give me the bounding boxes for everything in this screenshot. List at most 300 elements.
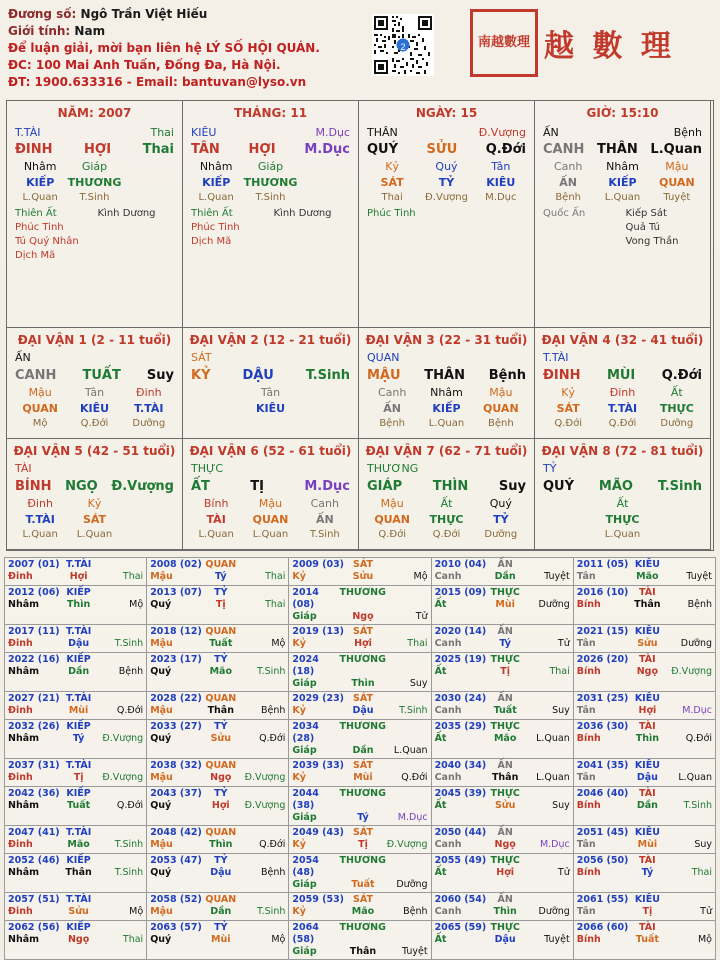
year-label: 2050 (44) xyxy=(434,827,487,838)
year-stem: Tân xyxy=(576,906,596,917)
cell-text: Quý xyxy=(489,497,512,510)
year-cell[interactable] xyxy=(289,787,431,826)
cell-text: Bệnh xyxy=(379,418,406,429)
year-label: 2035 (29) xyxy=(434,721,487,732)
year-cell[interactable] xyxy=(147,854,289,893)
year-cell[interactable] xyxy=(431,854,573,893)
year-cell[interactable] xyxy=(147,586,289,625)
cell-text: M.Dục xyxy=(304,142,350,157)
year-stage: L.Quan xyxy=(536,772,570,783)
dai-van-stem-branch xyxy=(359,479,534,494)
cell-text: Mậu xyxy=(380,497,404,510)
year-cell[interactable] xyxy=(289,653,431,692)
star-item: Thiên Ất xyxy=(191,208,233,219)
cell-text: THƯƠNG xyxy=(243,176,298,189)
year-branch: Tý xyxy=(357,812,369,823)
year-god: THƯƠNG xyxy=(339,788,386,799)
year-branch: Mùi xyxy=(353,772,373,783)
table-row xyxy=(5,826,716,854)
year-stage: Đ.Vượng xyxy=(671,666,712,677)
pillar-hidden-stems xyxy=(359,160,534,173)
year-label: 2055 (49) xyxy=(434,855,487,866)
year-label: 2015 (09) xyxy=(434,587,487,598)
year-god: THƯƠNG xyxy=(339,922,386,933)
cell-text: KIẾP xyxy=(608,176,637,189)
year-god: ẤN xyxy=(497,827,513,838)
cell-text: Canh xyxy=(553,160,583,173)
client-name-value: Ngô Trần Việt Hiếu xyxy=(80,7,208,21)
year-cell[interactable] xyxy=(5,653,147,692)
year-cell[interactable] xyxy=(147,826,289,854)
year-cell[interactable] xyxy=(289,625,431,653)
year-cell[interactable] xyxy=(147,893,289,921)
dai-van-stem-branch xyxy=(183,368,358,383)
year-stem: Kỷ xyxy=(292,772,306,783)
year-god: TỶ xyxy=(214,922,228,933)
year-cell[interactable] xyxy=(431,692,573,720)
year-god: THỰC xyxy=(490,855,520,866)
year-stage: Thai xyxy=(265,599,286,610)
dai-van-cell-7[interactable] xyxy=(534,438,711,550)
cell-text: Giáp xyxy=(81,160,108,173)
cell-text: TỶ xyxy=(543,462,557,475)
cell-text: Kỷ xyxy=(561,386,576,399)
year-cell[interactable] xyxy=(147,692,289,720)
four-pillars-row xyxy=(7,101,713,328)
year-stage: Dưỡng xyxy=(538,906,570,917)
brand-logo xyxy=(470,8,675,78)
table-row xyxy=(5,720,716,759)
year-cell[interactable] xyxy=(431,653,573,692)
table-row xyxy=(5,653,716,692)
cell-text: TỶ xyxy=(438,176,455,189)
year-cell[interactable] xyxy=(431,558,573,586)
year-branch: Mùi xyxy=(637,839,658,850)
year-stage: Suy xyxy=(694,839,712,850)
cell-text: Mộ xyxy=(32,418,48,429)
year-branch: Tuất xyxy=(209,638,233,649)
year-cell[interactable] xyxy=(431,893,573,921)
cell-text: T.Sinh xyxy=(309,529,340,540)
year-branch: Sửu xyxy=(210,733,231,744)
dai-van-title: ĐẠI VẬN 1 (2 - 11 tuổi) xyxy=(17,333,172,347)
year-label: 2061 (55) xyxy=(576,894,629,905)
star-item: Phúc Tinh xyxy=(367,208,416,219)
year-branch: Sửu xyxy=(494,800,516,811)
cell-text: Ất xyxy=(670,386,683,399)
year-label: 2048 (42) xyxy=(150,827,202,838)
cell-text: KỶ xyxy=(191,368,211,383)
year-god: KIẾP xyxy=(66,788,91,799)
year-cell[interactable] xyxy=(289,586,431,625)
cell-text: Giáp xyxy=(257,160,284,173)
year-branch: Sửu xyxy=(352,571,374,582)
year-branch: Tuất xyxy=(635,934,659,945)
cell-text: QUAN xyxy=(374,513,410,526)
year-stem: Mậu xyxy=(150,705,173,716)
cell-text: Kỷ xyxy=(385,160,400,173)
cell-text: M.Dục xyxy=(304,479,350,494)
cell-text: Mậu xyxy=(665,160,689,173)
dai-van-top-god xyxy=(183,462,358,475)
year-cell[interactable] xyxy=(573,854,715,893)
cell-text: Nhâm xyxy=(606,160,639,173)
year-cell[interactable] xyxy=(431,826,573,854)
year-label: 2058 (52) xyxy=(150,894,202,905)
year-cell[interactable] xyxy=(5,720,147,759)
cell-text: T.Sinh xyxy=(305,368,350,383)
year-cell[interactable] xyxy=(147,653,289,692)
cell-text: Ất xyxy=(616,497,629,510)
dai-van-cell-0[interactable] xyxy=(6,327,183,439)
dai-van-stage xyxy=(535,529,710,540)
cell-text: KIÊU xyxy=(255,402,286,415)
year-god: SÁT xyxy=(353,894,373,905)
cell-text: MÙI xyxy=(606,368,636,383)
year-branch: Thân xyxy=(491,772,519,783)
year-cell[interactable] xyxy=(573,826,715,854)
year-stem: Bính xyxy=(576,733,601,744)
year-label: 2012 (06) xyxy=(8,587,60,598)
year-label: 2053 (47) xyxy=(150,855,202,866)
year-branch: Ngọ xyxy=(494,839,516,850)
year-stem: Ất xyxy=(434,867,447,878)
cell-text: THỰC xyxy=(605,513,640,526)
year-cell[interactable] xyxy=(147,720,289,759)
year-cell[interactable] xyxy=(573,720,715,759)
seal-icon: 南越數理 xyxy=(470,9,538,77)
cell-text: T.Sinh xyxy=(255,192,286,203)
pillar-cell-1[interactable] xyxy=(182,100,359,328)
year-cell[interactable] xyxy=(289,558,431,586)
pillar-cell-0[interactable] xyxy=(6,100,183,328)
year-god: T.TÀI xyxy=(65,559,92,570)
year-cell[interactable] xyxy=(147,625,289,653)
year-god: TỶ xyxy=(214,721,228,732)
year-cell[interactable] xyxy=(5,854,147,893)
pillar-hidden-stems xyxy=(183,160,358,173)
pillar-title: THÁNG: 11 xyxy=(233,106,308,120)
star-item: Vong Thần xyxy=(625,236,679,247)
year-god: KIÊU xyxy=(634,894,660,905)
year-stage: Suy xyxy=(409,678,428,689)
luu-nien-table xyxy=(4,557,716,960)
year-god: KIÊU xyxy=(634,559,660,570)
cell-text: Bính xyxy=(203,497,229,510)
cell-text: L.Quan xyxy=(76,529,113,540)
year-stem: Tân xyxy=(576,705,596,716)
cell-text: Q.Đới xyxy=(432,529,461,540)
dai-van-cell-5[interactable] xyxy=(182,438,359,550)
cell-text: ẤN xyxy=(15,351,31,364)
dai-van-hidden-stems xyxy=(359,386,534,399)
year-cell[interactable] xyxy=(573,586,715,625)
year-branch: Ngọ xyxy=(67,934,90,945)
pillar-ten-god-top xyxy=(183,126,358,139)
cell-text: QUAN xyxy=(482,402,519,415)
year-god: KIÊU xyxy=(634,693,660,704)
year-branch: Mão xyxy=(351,906,375,917)
contact-line-3: ĐT: 1900.633316 - Email: bantuvan@lyso.vn xyxy=(8,75,307,89)
year-cell[interactable] xyxy=(573,625,715,653)
pillar-cell-3[interactable] xyxy=(534,100,711,328)
cell-text: HỢI xyxy=(84,142,112,157)
year-cell[interactable] xyxy=(5,692,147,720)
year-stem: Canh xyxy=(434,906,462,917)
year-branch: Tị xyxy=(215,599,226,610)
cell-text: T.TÀI xyxy=(607,402,638,415)
year-stage: Q.Đới xyxy=(116,800,144,811)
cell-text: Ất xyxy=(440,497,453,510)
cell-text: GIÁP xyxy=(367,479,403,494)
cell-text: SÁT xyxy=(82,513,107,526)
year-stage: Thai xyxy=(549,666,570,677)
year-label: 2059 (53) xyxy=(292,894,345,905)
year-cell[interactable] xyxy=(147,558,289,586)
cell-text: L.Quan xyxy=(604,529,641,540)
year-stem: Giáp xyxy=(292,678,317,689)
year-cell[interactable] xyxy=(289,921,431,960)
year-stage: Q.Đới xyxy=(401,772,428,783)
year-cell[interactable] xyxy=(573,921,715,960)
year-cell[interactable] xyxy=(5,787,147,826)
year-cell[interactable] xyxy=(289,893,431,921)
year-stem: Mậu xyxy=(150,772,173,783)
year-branch: Thìn xyxy=(209,839,233,850)
dai-van-hidden-gods xyxy=(183,513,358,526)
year-branch: Hợi xyxy=(354,638,372,649)
year-label: 2065 (59) xyxy=(434,922,487,933)
dai-van-stem-branch xyxy=(183,479,358,494)
year-branch: Ngọ xyxy=(636,666,659,677)
year-stage: Mộ xyxy=(697,934,712,945)
table-row xyxy=(5,854,716,893)
year-branch: Tý xyxy=(215,571,227,582)
year-cell[interactable] xyxy=(147,787,289,826)
year-cell[interactable] xyxy=(147,921,289,960)
dai-van-cell-3[interactable] xyxy=(534,327,711,439)
year-label: 2033 (27) xyxy=(150,721,202,732)
dai-van-hidden-stems xyxy=(7,386,182,399)
year-god: KIẾP xyxy=(66,721,91,732)
cell-text: TÂN xyxy=(191,142,220,157)
pillar-stars xyxy=(535,203,710,249)
dai-van-cell-2[interactable] xyxy=(358,327,535,439)
cell-text: L.Quan xyxy=(22,192,58,203)
year-stage: L.Quan xyxy=(536,733,570,744)
pillar-stem-branch xyxy=(183,142,358,157)
year-stage: Đ.Vượng xyxy=(102,772,144,783)
year-cell[interactable] xyxy=(431,759,573,787)
year-label: 2021 (15) xyxy=(576,626,629,637)
year-stage: Tuyệt xyxy=(401,946,428,957)
year-stage: Tuyệt xyxy=(544,934,570,945)
year-stem: Bính xyxy=(576,599,601,610)
year-stem: Nhâm xyxy=(8,733,40,744)
cell-text: QUAN xyxy=(658,176,695,189)
year-stage: Tử xyxy=(557,638,570,649)
year-cell[interactable] xyxy=(573,558,715,586)
year-god: TÀI xyxy=(639,587,656,598)
year-label: 2009 (03) xyxy=(292,559,345,570)
dai-van-stem-branch xyxy=(7,368,182,383)
cell-text: Nhâm xyxy=(199,160,233,173)
star-item: Kình Dương xyxy=(273,208,332,219)
year-stem: Đinh xyxy=(8,705,33,716)
star-item: Kiếp Sát xyxy=(625,208,667,219)
pillar-stem-branch xyxy=(7,142,182,157)
year-cell[interactable] xyxy=(289,759,431,787)
year-branch: Tị xyxy=(642,906,653,917)
year-stem: Đinh xyxy=(8,571,33,582)
gender-value: Nam xyxy=(74,24,106,38)
table-row xyxy=(5,558,716,586)
year-cell[interactable] xyxy=(5,893,147,921)
year-god: KIÊU xyxy=(634,626,660,637)
star-item: Phúc Tinh xyxy=(191,222,240,233)
dai-van-title: ĐẠI VẬN 2 (12 - 21 tuổi) xyxy=(189,333,352,347)
year-cell[interactable] xyxy=(5,759,147,787)
year-label: 2060 (54) xyxy=(434,894,487,905)
pillar-hidden-gods xyxy=(7,176,182,189)
dai-van-hidden-gods xyxy=(7,513,182,526)
cell-text: THÂN xyxy=(424,368,465,383)
year-god: TÀI xyxy=(639,654,656,665)
pillar-stem-branch xyxy=(535,142,710,157)
year-stage: Tử xyxy=(415,611,428,622)
year-stage: Dưỡng xyxy=(538,599,570,610)
cell-text: THỰC xyxy=(659,402,694,415)
year-cell[interactable] xyxy=(573,759,715,787)
year-stem: Kỷ xyxy=(292,839,306,850)
year-cell[interactable] xyxy=(5,586,147,625)
year-stage: Thai xyxy=(265,571,286,582)
year-stage: Mộ xyxy=(271,934,286,945)
year-stem: Mậu xyxy=(150,906,173,917)
cell-text: Dưỡng xyxy=(484,529,518,540)
year-cell[interactable] xyxy=(289,692,431,720)
cell-text: THỰC xyxy=(429,513,464,526)
year-cell[interactable] xyxy=(431,586,573,625)
year-stem: Mậu xyxy=(150,839,173,850)
year-stage: Bệnh xyxy=(260,867,286,878)
year-cell[interactable] xyxy=(431,720,573,759)
pillar-hidden-stems xyxy=(535,160,710,173)
year-cell[interactable] xyxy=(289,854,431,893)
year-god: QUAN xyxy=(205,559,237,570)
year-label: 2045 (39) xyxy=(434,788,487,799)
year-stem: Giáp xyxy=(292,611,317,622)
year-stem: Nhâm xyxy=(8,800,40,811)
year-branch: Dần xyxy=(352,745,374,756)
cell-text: ẤN xyxy=(543,126,559,139)
year-label: 2057 (51) xyxy=(8,894,60,905)
dai-van-hidden-stems xyxy=(535,497,710,510)
pillar-title: NĂM: 2007 xyxy=(57,106,132,120)
cell-text: Dưỡng xyxy=(132,418,166,429)
dai-van-hidden-gods xyxy=(183,402,358,415)
cell-text: BÍNH xyxy=(15,479,52,494)
star-item: Quả Tú xyxy=(625,222,660,233)
pillar-cell-2[interactable] xyxy=(358,100,535,328)
year-stem: Bính xyxy=(576,934,601,945)
pillar-stars xyxy=(183,203,358,249)
year-god: SÁT xyxy=(353,760,373,771)
year-label: 2016 (10) xyxy=(576,587,629,598)
year-branch: Dậu xyxy=(352,705,374,716)
year-god: ẤN xyxy=(497,559,513,570)
year-stem: Tân xyxy=(576,638,596,649)
dai-van-stem-branch xyxy=(359,368,534,383)
dai-van-top-god xyxy=(359,351,534,364)
year-god: ẤN xyxy=(497,626,513,637)
contact-line-1: Để luận giải, mời bạn liên hệ LÝ SỐ HỘI QUÁN. xyxy=(8,41,320,55)
year-god: T.TÀI xyxy=(65,760,92,771)
table-row xyxy=(5,787,716,826)
year-cell[interactable] xyxy=(573,893,715,921)
year-cell[interactable] xyxy=(5,558,147,586)
dai-van-stage xyxy=(7,418,182,429)
year-cell[interactable] xyxy=(573,787,715,826)
star-item: Thiên Ất xyxy=(15,208,57,219)
cell-text: Canh xyxy=(310,497,339,510)
year-cell[interactable] xyxy=(431,625,573,653)
year-stem: Quý xyxy=(150,934,172,945)
year-cell[interactable] xyxy=(5,826,147,854)
cell-text: Đinh xyxy=(136,386,162,399)
dai-van-cell-1[interactable] xyxy=(182,327,359,439)
year-cell[interactable] xyxy=(573,653,715,692)
cell-text: THỰC xyxy=(191,462,224,475)
year-cell[interactable] xyxy=(5,921,147,960)
year-cell[interactable] xyxy=(289,720,431,759)
year-label: 2007 (01) xyxy=(8,559,60,570)
cell-text: TUẤT xyxy=(82,368,121,383)
cell-text: TỊ xyxy=(250,479,264,494)
cell-text: Tuyệt xyxy=(663,192,691,203)
dai-van-stage xyxy=(7,529,182,540)
year-cell[interactable] xyxy=(5,625,147,653)
dai-van-cell-6[interactable] xyxy=(358,438,535,550)
year-label: 2063 (57) xyxy=(150,922,202,933)
cell-text: Thai xyxy=(150,126,174,139)
year-god: SÁT xyxy=(353,559,373,570)
dai-van-cell-4[interactable] xyxy=(6,438,183,550)
year-cell[interactable] xyxy=(147,759,289,787)
year-stem: Mậu xyxy=(150,571,173,582)
year-cell[interactable] xyxy=(431,921,573,960)
cell-text: L.Quan xyxy=(198,529,234,540)
year-cell[interactable] xyxy=(431,787,573,826)
cell-text: L.Quan xyxy=(650,142,702,157)
year-god: QUAN xyxy=(205,760,237,771)
year-god: THỰC xyxy=(490,922,520,933)
dai-van-stem-branch xyxy=(7,479,182,494)
year-stem: Ất xyxy=(434,599,447,610)
year-stem: Tân xyxy=(576,772,596,783)
year-cell[interactable] xyxy=(289,826,431,854)
cell-text: L.Quan xyxy=(22,529,58,540)
dai-van-hidden-stems xyxy=(183,497,358,510)
year-stem: Ất xyxy=(434,733,447,744)
dai-van-hidden-stems xyxy=(183,386,358,399)
year-cell[interactable] xyxy=(573,692,715,720)
dai-van-top-god xyxy=(359,462,534,475)
year-label: 2020 (14) xyxy=(434,626,487,637)
year-stage: Tuyệt xyxy=(686,571,712,582)
year-god: TỶ xyxy=(214,855,228,866)
year-god: KIẾP xyxy=(66,587,91,598)
